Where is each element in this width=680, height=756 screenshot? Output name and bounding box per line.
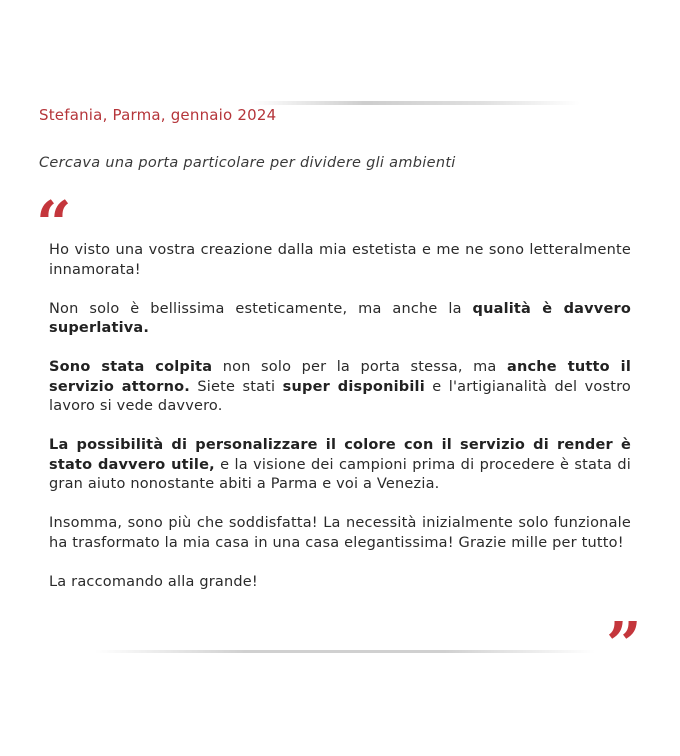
quote-paragraph: [49, 514, 631, 553]
quote-text: Ho visto una vostra creazione dalla mia estetista e me ne sono letteralmente innamorata!: [49, 242, 631, 278]
double-quote-close-icon: ”: [606, 608, 642, 681]
quote-text: non solo per la porta stessa, ma: [212, 359, 507, 375]
quote-text: Insomma, sono più che soddisfatta! La necessità inizialmente solo funzionale ha trasformato la mia casa in una casa elegantissima! Grazie mille per tutto!: [49, 515, 631, 551]
quote-text: Non solo è bellissima esteticamente, ma anche la: [49, 300, 473, 317]
quote-paragraph: [49, 436, 631, 495]
quote-paragraph: [49, 241, 631, 280]
quote-paragraph: [49, 358, 631, 417]
quote-text: e la visione dei campioni prima di procedere è stata di gran aiuto nonostante abiti a Parma e voi a Venezia.: [49, 456, 631, 492]
bottom-divider: [95, 650, 595, 653]
top-divider: [250, 101, 580, 105]
quote-paragraph: [49, 300, 631, 339]
testimonial-author: Stefania, Parma, gennaio 2024: [39, 106, 277, 124]
quote-paragraph: [49, 573, 631, 593]
testimonial-quote: [49, 241, 631, 592]
quote-highlight: qualità è davvero superlativa.: [49, 300, 631, 336]
quote-highlight: super disponibili: [282, 378, 425, 395]
testimonial-subtitle: Cercava una porta particolare per dividere gli ambienti: [39, 155, 456, 171]
quote-text: Siete stati: [189, 378, 283, 395]
quote-highlight: La possibilità di personalizzare il colore con il servizio di render è stato davvero utile,: [49, 437, 631, 473]
quote-text: e l'artigianalità del vostro lavoro si vede davvero.: [49, 378, 632, 414]
quote-highlight: anche tutto il servizio attorno.: [49, 359, 631, 395]
quote-highlight: Sono stata colpita: [49, 359, 213, 375]
double-quote-open-icon: “: [36, 187, 72, 260]
quote-text: La raccomando alla grande!: [49, 573, 258, 590]
